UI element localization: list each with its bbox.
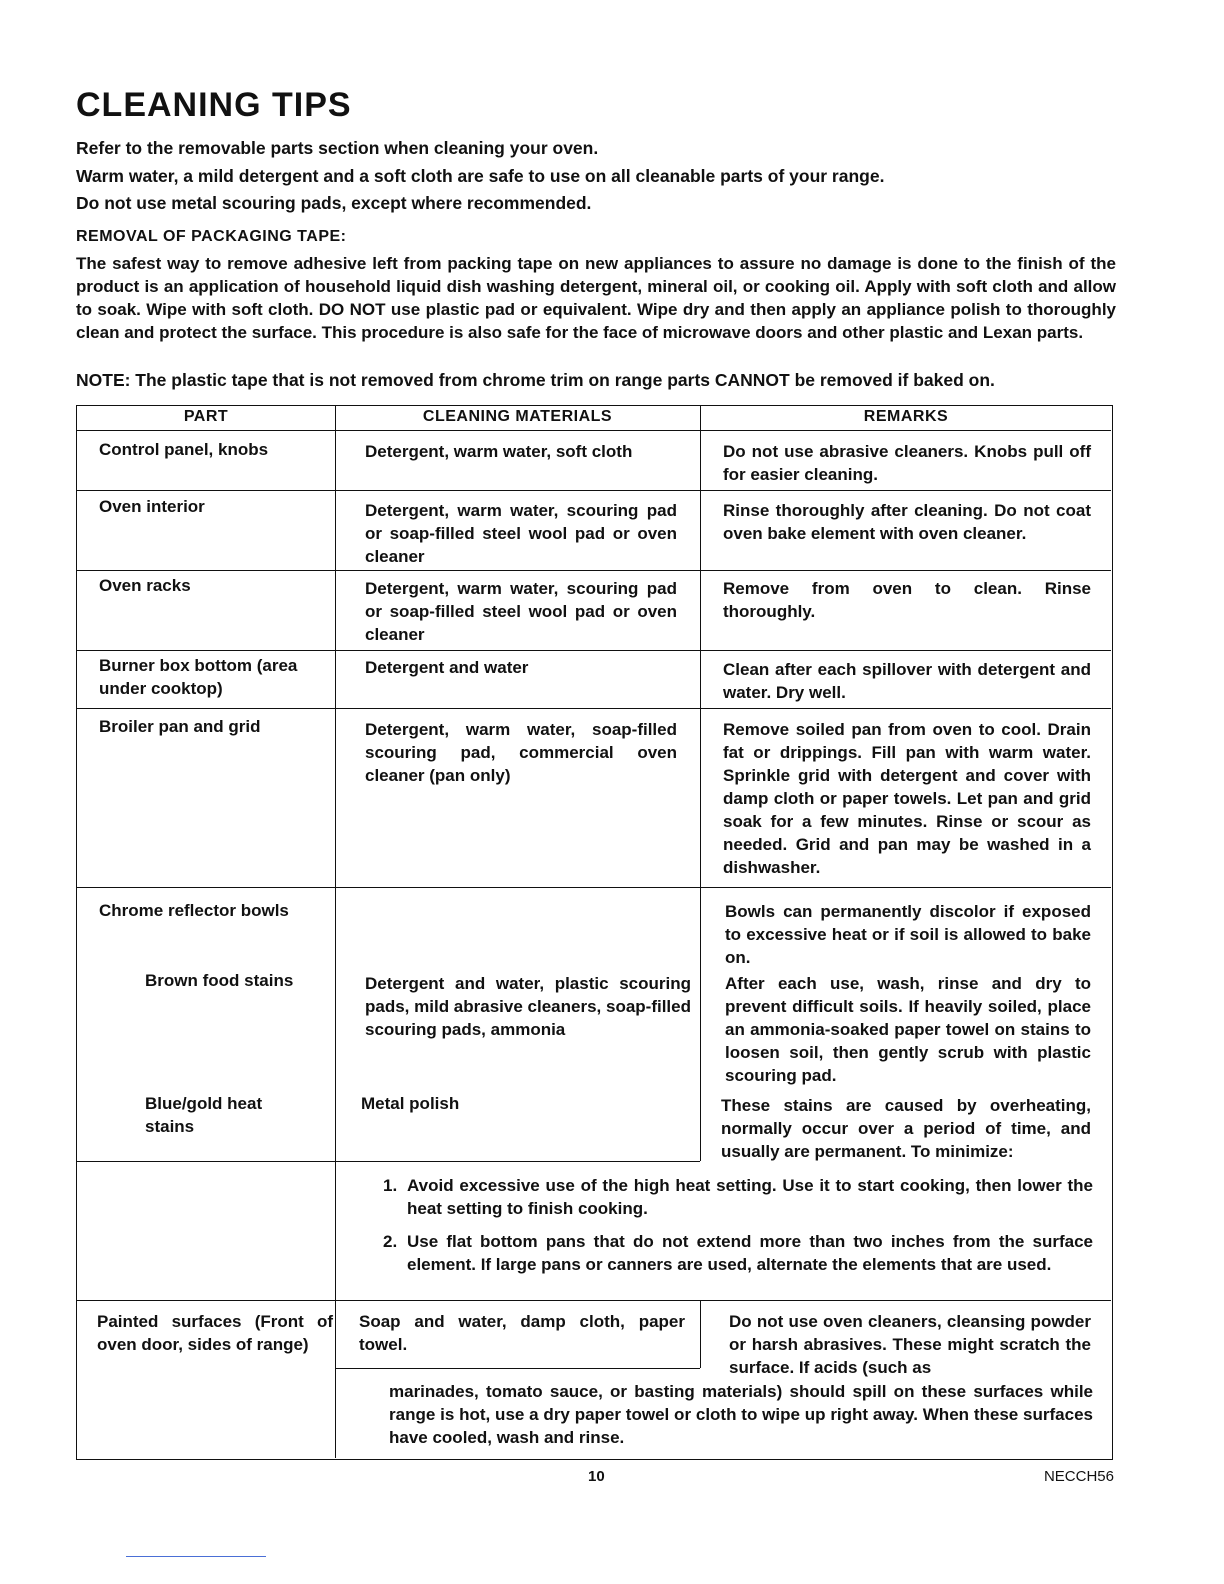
- packaging-text: The safest way to remove adhesive left from packing tape on new appliances to assure no damage is done to the finish of the product is an application of household liquid dish washing detergent, mineral oil, or cooking oil. Apply with soft cloth and allow to soak. Wipe with soft cloth. DO NOT use plastic pad or equivalent. Wipe dry and then apply an appliance polish to thoroughly clean and protect the surface. This procedure is also safe for the face of microwave doors and other plastic and Lexan parts.: [76, 254, 1116, 342]
- page-number: 10: [588, 1468, 605, 1485]
- row-remarks: Remove soiled pan from oven to cool. Drain fat or drippings. Fill pan with warm water. Sprinkle grid with detergent and cover with damp cloth or paper towels. Let pan and grid soak for a few minutes. Rinse or scour as needed. Grid and pan may be washed in a dishwasher.: [723, 720, 1091, 877]
- rule-row-2: [77, 570, 1111, 571]
- document-code: NECCH56: [1043, 1468, 1114, 1485]
- scan-artifact-line: [126, 1556, 266, 1557]
- rule-row-6: [77, 1161, 700, 1162]
- cleaning-table: [76, 405, 1113, 1460]
- rule-row-5: [77, 887, 1111, 888]
- list-item-text: Avoid excessive use of the high heat setting. Use it to start cooking, then lower the heat setting to finish cooking.: [407, 1176, 1093, 1218]
- col-divider-2-painted: [700, 1300, 701, 1368]
- row-part: Oven interior: [99, 497, 205, 516]
- blue-part: Blue/gold heat stains: [145, 1094, 263, 1136]
- page-title: CLEANING TIPS: [76, 86, 352, 124]
- col-divider-1: [335, 406, 336, 1458]
- brown-materials: Detergent and water, plastic scouring pads, mild abrasive cleaners, soap-filled scouring pads, ammonia: [365, 974, 691, 1039]
- intro-line-1: Refer to the removable parts section when cleaning your oven.: [76, 138, 599, 158]
- row-materials: Detergent and water: [365, 658, 529, 677]
- list-item-text: Use flat bottom pans that do not extend more than two inches from the surface element. If large pans or canners are used, alternate the elements that are used.: [407, 1232, 1093, 1274]
- rule-row-4: [77, 708, 1111, 709]
- col-divider-2: [700, 406, 701, 1161]
- rule-row-3: [77, 650, 1111, 651]
- row-materials: Detergent, warm water, soap-filled scouring pad, commercial oven cleaner (pan only): [365, 720, 677, 785]
- painted-remarks-bottom: marinades, tomato sauce, or basting materials) should spill on these surfaces while range is hot, use a dry paper towel or cloth to wipe up right away. When these surfaces have cooled, wash and rinse.: [389, 1382, 1093, 1447]
- painted-materials: Soap and water, damp cloth, paper towel.: [359, 1312, 685, 1354]
- blue-materials: Metal polish: [361, 1094, 460, 1113]
- row-part: Oven racks: [99, 576, 191, 595]
- header-remarks: REMARKS: [863, 408, 949, 425]
- row-part: Burner box bottom (area under cooktop): [99, 656, 298, 698]
- row-materials: Detergent, warm water, soft cloth: [365, 442, 633, 461]
- list-item: [377, 1174, 1093, 1220]
- chrome-part: Chrome reflector bowls: [99, 901, 289, 920]
- rule-painted-materials: [335, 1368, 700, 1369]
- rule-row-1: [77, 490, 1111, 491]
- row-part: Broiler pan and grid: [99, 717, 261, 736]
- painted-part: Painted surfaces (Front of oven door, sides of range): [97, 1312, 333, 1354]
- row-remarks: Clean after each spillover with detergent and water. Dry well.: [723, 660, 1091, 702]
- intro-line-3: Do not use metal scouring pads, except where recommended.: [76, 193, 592, 213]
- row-remarks: Rinse thoroughly after cleaning. Do not coat oven bake element with oven cleaner.: [723, 501, 1091, 543]
- row-remarks: Remove from oven to clean. Rinse thoroughly.: [723, 579, 1091, 621]
- list-item-number: 2.: [383, 1232, 398, 1251]
- header-part: PART: [183, 408, 229, 425]
- row-materials: Detergent, warm water, scouring pad or soap-filled steel wool pad or oven cleaner: [365, 579, 677, 644]
- list-item-number: 1.: [383, 1176, 398, 1195]
- rule-row-7: [77, 1300, 1111, 1301]
- rule-header: [77, 430, 1111, 431]
- packaging-heading: REMOVAL OF PACKAGING TAPE:: [76, 228, 347, 245]
- packaging-note: NOTE: The plastic tape that is not removed from chrome trim on range parts CANNOT be removed if baked on.: [76, 370, 995, 390]
- row-materials: Detergent, warm water, scouring pad or soap-filled steel wool pad or oven cleaner: [365, 501, 677, 566]
- header-materials: CLEANING MATERIALS: [422, 408, 613, 425]
- intro-line-2: Warm water, a mild detergent and a soft cloth are safe to use on all cleanable parts of your range.: [76, 166, 885, 186]
- brown-remarks: After each use, wash, rinse and dry to prevent difficult soils. If heavily soiled, place an ammonia-soaked paper towel on stains to loosen soil, then gently scrub with plastic scouring pad.: [725, 974, 1091, 1085]
- row-remarks: Do not use abrasive cleaners. Knobs pull off for easier cleaning.: [723, 442, 1091, 484]
- minimize-tips-list: [377, 1174, 1093, 1286]
- brown-part: Brown food stains: [145, 971, 294, 990]
- row-part: Control panel, knobs: [99, 440, 269, 459]
- chrome-remarks: Bowls can permanently discolor if exposed to excessive heat or if soil is allowed to bake on.: [725, 902, 1091, 967]
- blue-remarks: These stains are caused by overheating, normally occur over a period of time, and usually are permanent. To minimize:: [721, 1096, 1091, 1161]
- list-item: [377, 1230, 1093, 1276]
- painted-remarks-top: Do not use oven cleaners, cleansing powder or harsh abrasives. These might scratch the surface. If acids (such as: [729, 1312, 1091, 1377]
